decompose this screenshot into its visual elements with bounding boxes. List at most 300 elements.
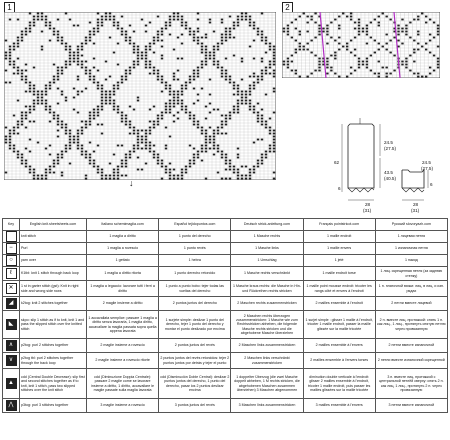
stitch-mark (173, 100, 175, 102)
stitch-mark (29, 22, 31, 24)
stitch-mark (145, 46, 147, 48)
stitch-mark (25, 118, 27, 120)
legend-cell: cdd (Disminución Doble Central): deslizar 2 puntos juntos del derecho, 1 punto del derecho, pasar los 2 puntos deslizar encima (159, 369, 231, 399)
stitch-mark (165, 103, 167, 105)
stitch-mark (409, 22, 411, 24)
stitch-mark (145, 136, 147, 138)
stitch-mark (306, 76, 308, 78)
stitch-mark (49, 22, 51, 24)
stitch-mark (225, 124, 227, 126)
stitch-mark (225, 79, 227, 81)
stitch-mark (173, 106, 175, 108)
stitch-mark (129, 124, 131, 126)
stitch-mark (21, 76, 23, 78)
stitch-mark (197, 13, 199, 15)
stitch-mark (437, 64, 439, 66)
stitch-mark (45, 103, 47, 105)
stitch-mark (161, 31, 163, 33)
stitch-mark (287, 61, 289, 63)
stitch-mark (273, 70, 275, 72)
stitch-mark (97, 124, 99, 126)
stitch-mark (205, 106, 207, 108)
stitch-mark (25, 31, 27, 33)
stitch-mark (113, 16, 115, 18)
stitch-mark (273, 64, 275, 66)
stitch-mark (97, 145, 99, 147)
stitch-mark (105, 19, 107, 21)
stitch-mark (77, 25, 79, 27)
stitch-mark (145, 139, 147, 141)
stitch-mark (413, 52, 415, 54)
stitch-mark (229, 166, 231, 168)
stitch-mark (37, 103, 39, 105)
legend-cell: 1 st in garter stitch (gst): Knit in right side and wrong side rows (20, 281, 87, 297)
stitch-mark (65, 148, 67, 150)
stitch-mark (25, 91, 27, 93)
stitch-mark (85, 151, 87, 153)
stitch-mark (157, 70, 159, 72)
stitch-mark (157, 37, 159, 39)
stitch-mark (378, 61, 380, 63)
stitch-mark (273, 178, 275, 180)
stitch-mark (29, 31, 31, 33)
stitch-mark (265, 121, 267, 123)
stitch-mark (109, 37, 111, 39)
stitch-mark (169, 136, 171, 138)
stitch-mark (45, 16, 47, 18)
stitch-mark (197, 94, 199, 96)
stitch-mark (213, 52, 215, 54)
stitch-mark (429, 73, 431, 75)
stitch-mark (145, 67, 147, 69)
stitch-mark (57, 31, 59, 33)
stitch-mark (37, 142, 39, 144)
stitch-mark (141, 139, 143, 141)
legend-cell: 1 surjete simple: deslizar 1 punto del derecho, tejer 1 punto del derecho y montar el punto deslizado por encima (159, 311, 231, 339)
stitch-mark (53, 28, 55, 30)
stitch-mark (9, 61, 11, 63)
stitch-mark (153, 67, 155, 69)
stitch-mark (253, 22, 255, 24)
stitch-mark (85, 121, 87, 123)
legend-cell: 1 maglia a diritto (87, 231, 159, 243)
stitch-mark (125, 73, 127, 75)
legend-cell: 1 surjet simple : glisser 1 maille à l'endroit, tricoter 1 maille endroit, passer la maille glissée sur la maille tricotée (303, 311, 375, 339)
stitch-mark (429, 34, 431, 36)
stitch-mark (358, 34, 360, 36)
stitch-mark (425, 22, 427, 24)
stitch-mark (169, 178, 171, 180)
stitch-mark (237, 88, 239, 90)
stitch-mark (397, 34, 399, 36)
stitch-mark (241, 79, 243, 81)
stitch-mark (405, 31, 407, 33)
stitch-mark (81, 148, 83, 150)
stitch-mark (133, 52, 135, 54)
stitch-mark (173, 103, 175, 105)
stitch-mark (229, 31, 231, 33)
stitch-mark (169, 19, 171, 21)
stitch-mark (41, 97, 43, 99)
stitch-mark (201, 64, 203, 66)
legend-cell: 2 maglie insieme a rovescio (87, 339, 159, 353)
stitch-mark (213, 136, 215, 138)
stitch-mark (61, 172, 63, 174)
stitch-mark (93, 160, 95, 162)
stitch-mark (165, 145, 167, 147)
stitch-mark (366, 64, 368, 66)
stitch-mark (21, 70, 23, 72)
stitch-mark (21, 121, 23, 123)
stitch-mark (261, 124, 263, 126)
stitch-mark (385, 16, 387, 18)
stitch-mark (173, 115, 175, 117)
stitch-mark (205, 130, 207, 132)
stitch-mark (193, 103, 195, 105)
stitch-mark (13, 148, 15, 150)
stitch-mark (221, 37, 223, 39)
stitch-mark (169, 112, 171, 114)
stitch-mark (105, 61, 107, 63)
stitch-mark (229, 112, 231, 114)
stitch-mark (229, 34, 231, 36)
stitch-mark (261, 73, 263, 75)
stitch-mark (193, 73, 195, 75)
stitch-mark (145, 52, 147, 54)
stitch-mark (137, 61, 139, 63)
stitch-mark (113, 109, 115, 111)
stitch-mark (358, 31, 360, 33)
stitch-mark (85, 178, 87, 180)
stitch-mark (77, 112, 79, 114)
stitch-mark (33, 19, 35, 21)
legend-cell: p2tog tbl: purl 2 stitches together through the back loop (20, 353, 87, 369)
stitch-mark (61, 73, 63, 75)
stitch-mark (197, 19, 199, 21)
stitch-mark (209, 103, 211, 105)
stitch-mark (53, 31, 55, 33)
stitch-mark (49, 169, 51, 171)
stitch-mark (105, 91, 107, 93)
stitch-mark (233, 106, 235, 108)
stitch-mark (393, 37, 395, 39)
stitch-mark (45, 19, 47, 21)
stitch-mark (401, 31, 403, 33)
stitch-mark (318, 70, 320, 72)
stitch-mark (113, 175, 115, 177)
stitch-mark (109, 100, 111, 102)
stitch-mark (257, 160, 259, 162)
stitch-mark (287, 64, 289, 66)
stitch-mark (113, 85, 115, 87)
stitch-mark (145, 145, 147, 147)
legend-cell: 3 петли вместе изнаночной (375, 399, 447, 413)
stitch-mark (437, 25, 439, 27)
stitch-mark (265, 73, 267, 75)
stitch-mark (334, 73, 336, 75)
stitch-mark (193, 154, 195, 156)
legend-row (3, 353, 448, 369)
stitch-mark (89, 70, 91, 72)
stitch-mark (169, 16, 171, 18)
stitch-symbol-icon: ⋀ (6, 400, 17, 411)
stitch-mark (237, 148, 239, 150)
stitch-mark (273, 139, 275, 141)
stitch-mark (133, 109, 135, 111)
legend-cell: 2 mailles ensemble à l'endroit (303, 297, 375, 311)
stitch-mark (81, 67, 83, 69)
stitch-mark (69, 145, 71, 147)
stitch-mark (41, 16, 43, 18)
stitch-mark (221, 154, 223, 156)
stitch-mark (77, 58, 79, 60)
stitch-mark (334, 55, 336, 57)
stitch-mark (69, 61, 71, 63)
stitch-mark (73, 61, 75, 63)
stitch-mark (306, 31, 308, 33)
stitch-mark (57, 115, 59, 117)
stitch-mark (273, 133, 275, 135)
stitch-mark (53, 34, 55, 36)
stitch-mark (137, 133, 139, 135)
stitch-mark (33, 178, 35, 180)
stitch-mark (165, 25, 167, 27)
stitch-mark (29, 112, 31, 114)
stitch-mark (261, 109, 263, 111)
legend-cell: 1 Masche rechts (231, 231, 303, 243)
legend-cell: 1 jeté (303, 255, 375, 267)
stitch-mark (257, 103, 259, 105)
stitch-mark (161, 118, 163, 120)
stitch-mark (77, 142, 79, 144)
stitch-mark (105, 16, 107, 18)
legend-key-cell (3, 353, 20, 369)
stitch-mark (29, 169, 31, 171)
stitch-mark (221, 40, 223, 42)
stitch-mark (93, 115, 95, 117)
stitch-mark (177, 16, 179, 18)
stitch-mark (193, 76, 195, 78)
stitch-mark (201, 160, 203, 162)
stitch-mark (57, 103, 59, 105)
stitch-mark (177, 103, 179, 105)
stitch-mark (237, 103, 239, 105)
stitch-mark (125, 70, 127, 72)
stitch-mark (201, 46, 203, 48)
stitch-mark (221, 22, 223, 24)
stitch-mark (253, 142, 255, 144)
stitch-mark (121, 166, 123, 168)
stitch-mark (109, 163, 111, 165)
stitch-mark (334, 40, 336, 42)
stitch-mark (65, 127, 67, 129)
stitch-mark (177, 19, 179, 21)
stitch-mark (217, 130, 219, 132)
stitch-mark (261, 34, 263, 36)
stitch-mark (57, 130, 59, 132)
stitch-mark (295, 19, 297, 21)
stitch-mark (425, 16, 427, 18)
stitch-mark (97, 172, 99, 174)
stitch-mark (53, 64, 55, 66)
stitch-mark (85, 37, 87, 39)
stitch-mark (213, 55, 215, 57)
stitch-mark (133, 49, 135, 51)
stitch-mark (49, 112, 51, 114)
stitch-mark (29, 166, 31, 168)
stitch-mark (249, 88, 251, 90)
stitch-mark (105, 79, 107, 81)
stitch-mark (109, 91, 111, 93)
stitch-mark (137, 148, 139, 150)
legend-row (3, 243, 448, 255)
stitch-mark (273, 136, 275, 138)
stitch-mark (366, 61, 368, 63)
stitch-mark (77, 49, 79, 51)
stitch-mark (346, 76, 348, 78)
stitch-mark (33, 85, 35, 87)
stitch-mark (125, 175, 127, 177)
stitch-mark (73, 109, 75, 111)
stitch-mark (237, 100, 239, 102)
stitch-mark (205, 61, 207, 63)
legend-cell: 3 Maschen links zusammenstricken (231, 399, 303, 413)
stitch-mark (81, 133, 83, 135)
stitch-mark (57, 157, 59, 159)
stitch-mark (193, 70, 195, 72)
legend-cell: 1 maille endroit (303, 231, 375, 243)
stitch-mark (291, 22, 293, 24)
stitch-mark (237, 175, 239, 177)
stitch-mark (137, 139, 139, 141)
stitch-mark (205, 139, 207, 141)
stitch-mark (233, 94, 235, 96)
stitch-mark (229, 82, 231, 84)
stitch-mark (121, 175, 123, 177)
stitch-mark (129, 106, 131, 108)
stitch-mark (149, 73, 151, 75)
stitch-mark (225, 154, 227, 156)
stitch-mark (89, 112, 91, 114)
stitch-mark (161, 160, 163, 162)
stitch-mark (221, 157, 223, 159)
stitch-mark (306, 49, 308, 51)
stitch-mark (409, 70, 411, 72)
stitch-mark (338, 43, 340, 45)
stitch-mark (81, 91, 83, 93)
legend-cell: 1 п. платочной вязки: лиц. в лиц. и изн. рядах (375, 281, 447, 297)
stitch-mark (197, 157, 199, 159)
stitch-mark (405, 64, 407, 66)
stitch-mark (129, 25, 131, 27)
stitch-mark (53, 115, 55, 117)
stitch-mark (389, 52, 391, 54)
stitch-mark (249, 22, 251, 24)
stitch-mark (125, 40, 127, 42)
stitch-symbol-icon: ◣ (6, 319, 17, 330)
stitch-mark (101, 100, 103, 102)
stitch-mark (291, 61, 293, 63)
stitch-mark (117, 109, 119, 111)
stitch-mark (129, 43, 131, 45)
stitch-mark (129, 157, 131, 159)
stitch-mark (237, 16, 239, 18)
stitch-mark (189, 28, 191, 30)
stitch-mark (133, 130, 135, 132)
stitch-mark (25, 70, 27, 72)
stitch-mark (33, 94, 35, 96)
stitch-mark (161, 178, 163, 180)
stitch-mark (33, 109, 35, 111)
stitch-mark (197, 43, 199, 45)
stitch-mark (125, 34, 127, 36)
stitch-mark (125, 115, 127, 117)
stitch-mark (413, 49, 415, 51)
stitch-mark (306, 43, 308, 45)
stitch-mark (49, 25, 51, 27)
stitch-mark (326, 43, 328, 45)
stitch-mark (93, 151, 95, 153)
stitch-mark (269, 46, 271, 48)
stitch-mark (45, 88, 47, 90)
stitch-mark (113, 22, 115, 24)
stitch-mark (125, 118, 127, 120)
stitch-mark (57, 67, 59, 69)
stitch-mark (77, 145, 79, 147)
stitch-mark (217, 109, 219, 111)
stitch-mark (37, 100, 39, 102)
stitch-mark (169, 25, 171, 27)
stitch-mark (193, 157, 195, 159)
stitch-mark (221, 70, 223, 72)
stitch-mark (17, 121, 19, 123)
stitch-mark (121, 31, 123, 33)
stitch-mark (265, 154, 267, 156)
stitch-mark (189, 112, 191, 114)
stitch-mark (201, 67, 203, 69)
stitch-mark (201, 49, 203, 51)
stitch-mark (89, 79, 91, 81)
stitch-mark (237, 154, 239, 156)
stitch-mark (77, 55, 79, 57)
stitch-mark (429, 52, 431, 54)
stitch-mark (153, 121, 155, 123)
legend-cell: diminution double verticale à l'endroit: glisser 2 mailles ensemble à l'endroit, tricoter 1 maille endroit, puis passer les mailles glissées sur la maille tricotée (303, 369, 375, 399)
stitch-mark (97, 166, 99, 168)
legend-cell: 1 лиц. скрещенная петля (за заднюю стенку) (375, 267, 447, 281)
stitch-mark (13, 46, 15, 48)
stitch-mark (233, 169, 235, 171)
stitch-mark (33, 172, 35, 174)
stitch-mark (121, 76, 123, 78)
stitch-mark (137, 169, 139, 171)
stitch-mark (81, 121, 83, 123)
stitch-mark (93, 82, 95, 84)
stitch-mark (269, 43, 271, 45)
legend-cell: 3 mailles ensemble à l'envers (303, 399, 375, 413)
stitch-mark (41, 91, 43, 93)
stitch-mark (165, 109, 167, 111)
stitch-mark (201, 145, 203, 147)
stitch-mark (273, 148, 275, 150)
stitch-mark (382, 13, 384, 15)
stitch-mark (405, 28, 407, 30)
legend-key-cell (3, 399, 20, 413)
stitch-mark (149, 49, 151, 51)
stitch-mark (237, 91, 239, 93)
stitch-mark (261, 61, 263, 63)
stitch-mark (429, 19, 431, 21)
